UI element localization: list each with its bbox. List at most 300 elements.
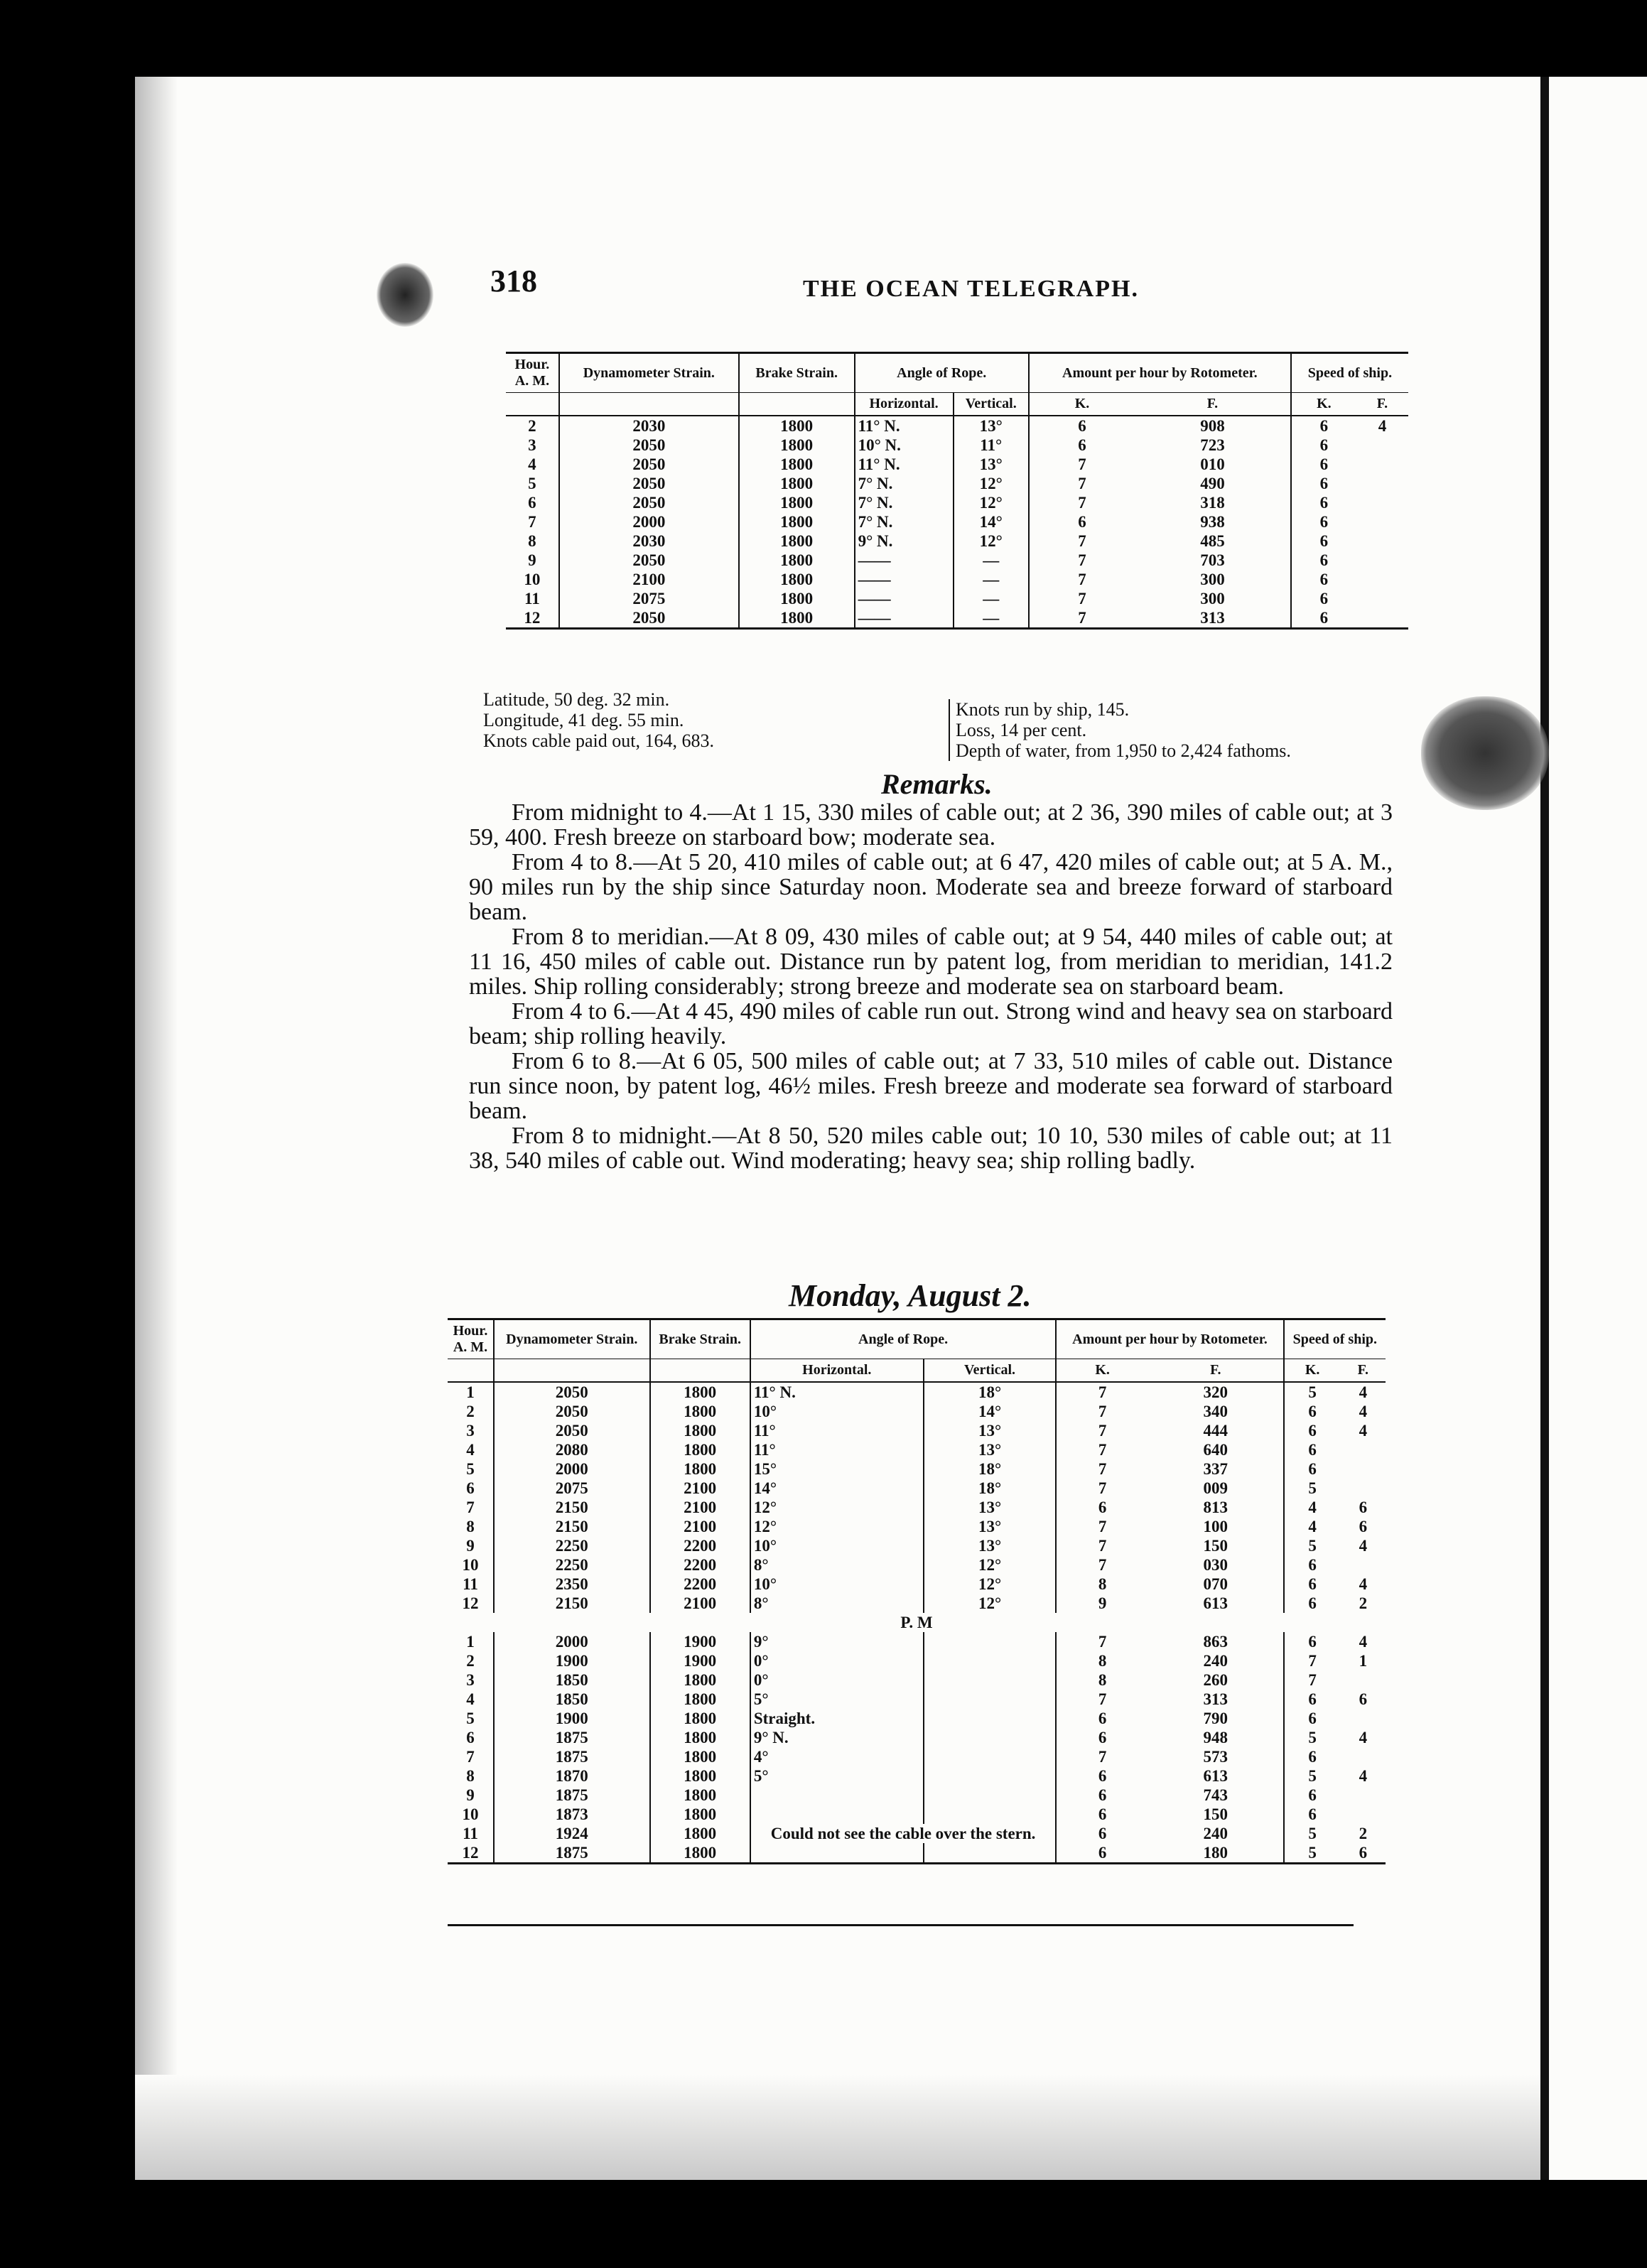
speed-f-cell: 4 [1378, 417, 1387, 435]
col-vertical: Vertical. [924, 1359, 1057, 1383]
table-row [506, 570, 1408, 589]
hour-cell: 6 [448, 1479, 494, 1498]
horizontal-cell: 10° [750, 1575, 924, 1594]
brake-cell: 2100 [650, 1498, 750, 1517]
col-brake: Brake Strain. [650, 1319, 750, 1359]
horizontal-cell: 11° [750, 1440, 924, 1459]
amount-f-cell: 313 [1135, 608, 1291, 629]
speed-f-cell [1341, 1747, 1386, 1766]
table-row [506, 436, 1408, 455]
col-hour: Hour. A. M. [448, 1319, 494, 1359]
speed-k-cell: 6 [1319, 551, 1329, 569]
vertical-cell [924, 1786, 1057, 1805]
table-row [448, 1786, 1386, 1805]
amount-f-cell: 070 [1148, 1575, 1284, 1594]
speed-k-cell: 6 [1319, 455, 1329, 473]
hour-cell: 11 [448, 1824, 494, 1843]
hour-cell: 6 [448, 1728, 494, 1747]
amount-f-cell: 703 [1135, 551, 1291, 570]
remarks-body [469, 800, 1393, 1173]
col-angle: Angle of Rope. [855, 353, 1029, 393]
hour-cell: 12 [448, 1843, 494, 1864]
speed-k-cell: 6 [1319, 475, 1329, 492]
speed-k-cell: 5 [1308, 1825, 1317, 1842]
speed-k-cell: 5 [1308, 1537, 1317, 1555]
speed-f-cell [1341, 1805, 1386, 1824]
brake-cell: 2100 [650, 1594, 750, 1613]
vertical-cell [924, 1670, 1057, 1690]
knots-run: Knots run by ship, 145. [956, 699, 1130, 720]
brake-cell: 2100 [650, 1517, 750, 1536]
brake-cell: 1800 [650, 1747, 750, 1766]
remark-paragraph: From 4 to 8.—At 5 20, 410 miles of cable out; at 6 47, 420 miles of cable out; at 5 A. M., 90 miles run by the ship since Saturday noon. Moderate sea and breeze forward of starboard beam. [469, 849, 1393, 925]
speed-k-cell: 7 [1308, 1652, 1317, 1670]
speed-f-cell: 6 [1359, 1498, 1368, 1516]
amount-f-cell: 938 [1135, 512, 1291, 531]
amount-k-cell: 6 [1056, 1843, 1148, 1864]
brake-cell: 2100 [650, 1479, 750, 1498]
amount-f-cell: 260 [1148, 1670, 1284, 1690]
hour-cell: 11 [506, 589, 559, 608]
amount-f-cell: 485 [1135, 531, 1291, 551]
amount-k-cell: 6 [1098, 1825, 1107, 1842]
vertical-cell: 14° [954, 512, 1029, 531]
vertical-cell: 11° [954, 436, 1029, 455]
vertical-cell [924, 1843, 1057, 1864]
col-speed-f: F. [1356, 393, 1408, 416]
hour-cell: 1 [448, 1632, 494, 1651]
speed-f-cell [1356, 493, 1408, 512]
brake-cell: 1800 [739, 531, 855, 551]
amount-f-cell: 009 [1148, 1479, 1284, 1498]
speed-k-cell: 6 [1308, 1556, 1317, 1574]
amount-k-cell: 7 [1098, 1537, 1107, 1555]
col-horizontal: Horizontal. [750, 1359, 924, 1383]
speed-f-cell: 4 [1359, 1537, 1368, 1555]
speed-k-cell: 6 [1308, 1594, 1317, 1612]
horizontal-cell: 8° [750, 1555, 924, 1575]
speed-f-cell [1356, 474, 1408, 493]
hour-cell: 8 [506, 531, 559, 551]
amount-k-cell: 6 [1098, 1729, 1107, 1746]
brake-cell: 1800 [650, 1459, 750, 1479]
dynamometer-cell: 2000 [494, 1459, 650, 1479]
horizontal-cell [750, 1843, 924, 1864]
hour-cell: 2 [506, 416, 559, 436]
speed-f-cell [1356, 531, 1408, 551]
bottom-rule [448, 1924, 1354, 1926]
vertical-cell [924, 1651, 1057, 1670]
col-amount-f: F. [1148, 1359, 1284, 1383]
hour-cell: 7 [506, 512, 559, 531]
amount-k-cell: 6 [1098, 1805, 1107, 1823]
amount-k-cell: 7 [1098, 1690, 1107, 1708]
table-row [448, 1843, 1386, 1864]
amount-f-cell: 948 [1148, 1728, 1284, 1747]
page-gutter-shadow [135, 77, 178, 2180]
dynamometer-cell: 1900 [494, 1651, 650, 1670]
amount-f-cell: 444 [1148, 1421, 1284, 1440]
amount-f-cell: 150 [1148, 1805, 1284, 1824]
horizontal-cell: 7° N. [855, 474, 954, 493]
hour-cell: 12 [448, 1594, 494, 1613]
vertical-cell [924, 1632, 1057, 1651]
speed-f-cell [1341, 1459, 1386, 1479]
speed-f-cell: 2 [1359, 1825, 1368, 1842]
latitude: Latitude, 50 deg. 32 min. [483, 689, 670, 710]
dynamometer-cell: 2100 [559, 570, 739, 589]
vertical-cell: 12° [954, 474, 1029, 493]
hour-cell: 7 [448, 1747, 494, 1766]
col-speed: Speed of ship. [1284, 1319, 1386, 1359]
speed-f-cell: 6 [1359, 1690, 1368, 1708]
brake-cell: 1800 [650, 1402, 750, 1421]
horizontal-cell: 0° [750, 1651, 924, 1670]
table-row [448, 1440, 1386, 1459]
horizontal-cell: 10° [750, 1536, 924, 1555]
amount-k-cell: 7 [1098, 1403, 1107, 1420]
col-dynamometer: Dynamometer Strain. [559, 353, 739, 393]
log-table-2 [448, 1318, 1386, 1864]
dynamometer-cell: 1900 [494, 1709, 650, 1728]
brake-cell: 2200 [650, 1555, 750, 1575]
speed-k-cell: 5 [1308, 1383, 1317, 1401]
brake-cell: 1800 [739, 570, 855, 589]
speed-k-cell: 6 [1308, 1403, 1317, 1420]
speed-f-cell: 4 [1359, 1729, 1368, 1746]
remark-paragraph: From 4 to 6.—At 4 45, 490 miles of cable run out. Strong wind and heavy sea on starboard beam; ship rolling heavily. [469, 998, 1393, 1049]
vertical-cell: — [954, 570, 1029, 589]
page-bottom-shadow [135, 2075, 1549, 2180]
hour-cell: 5 [448, 1709, 494, 1728]
horizontal-cell: 12° [750, 1498, 924, 1517]
speed-f-cell: 6 [1359, 1518, 1368, 1535]
horizontal-cell: 10° [750, 1402, 924, 1421]
dynamometer-cell: 1873 [494, 1805, 650, 1824]
amount-f-cell: 790 [1148, 1709, 1284, 1728]
speed-f-cell: 6 [1341, 1843, 1386, 1864]
table-row [506, 589, 1408, 608]
vertical-cell: 12° [924, 1594, 1057, 1613]
horizontal-cell: —— [855, 570, 954, 589]
brake-cell: 1800 [739, 589, 855, 608]
col-speed-f: F. [1341, 1359, 1386, 1383]
brake-cell: 1800 [650, 1766, 750, 1786]
amount-f-cell: 573 [1148, 1747, 1284, 1766]
table-row [448, 1479, 1386, 1498]
speed-f-cell: 4 [1359, 1575, 1368, 1593]
dynamometer-cell: 2050 [494, 1402, 650, 1421]
amount-f-cell: 318 [1135, 493, 1291, 512]
table-row [506, 474, 1408, 493]
speed-f-cell [1356, 455, 1408, 474]
col-amount: Amount per hour by Rotometer. [1056, 1319, 1283, 1359]
ink-blot [377, 263, 433, 327]
dynamometer-cell: 2250 [494, 1536, 650, 1555]
vertical-cell: — [954, 589, 1029, 608]
cable-paid-out: Knots cable paid out, 164, 683. [483, 730, 714, 751]
amount-f-cell: 180 [1148, 1843, 1284, 1864]
hour-cell: 10 [506, 570, 559, 589]
cable-note: Could not see the cable over the stern. [750, 1824, 1057, 1843]
dynamometer-cell: 1850 [494, 1670, 650, 1690]
hour-cell: 6 [506, 493, 559, 512]
amount-k-cell: 7 [1098, 1441, 1107, 1459]
table-row [448, 1382, 1386, 1402]
col-brake: Brake Strain. [739, 353, 855, 393]
vertical-cell [924, 1805, 1057, 1824]
amount-f-cell: 723 [1135, 436, 1291, 455]
amount-k-cell: 7 [1098, 1479, 1107, 1497]
amount-k-cell: 7 [1098, 1748, 1107, 1766]
amount-f-cell: 150 [1148, 1536, 1284, 1555]
speed-f-cell [1356, 589, 1408, 608]
amount-f-cell: 300 [1135, 570, 1291, 589]
amount-k-cell: 7 [1078, 475, 1086, 492]
dynamometer-cell: 1875 [494, 1843, 650, 1864]
dynamometer-cell: 1875 [494, 1747, 650, 1766]
amount-k-cell: 9 [1098, 1594, 1107, 1612]
table-row [506, 512, 1408, 531]
speed-f-cell: 4 [1359, 1767, 1368, 1785]
horizontal-cell: 11° N. [855, 416, 954, 436]
speed-f-cell [1341, 1670, 1386, 1690]
amount-k-cell: 7 [1078, 571, 1086, 588]
brake-cell: 1800 [650, 1786, 750, 1805]
dynamometer-cell: 2030 [559, 416, 739, 436]
speed-f-cell: 1 [1359, 1652, 1368, 1670]
dynamometer-cell: 2050 [494, 1382, 650, 1402]
speed-f-cell: 4 [1359, 1403, 1368, 1420]
hour-cell: 5 [506, 474, 559, 493]
amount-f-cell: 743 [1148, 1786, 1284, 1805]
speed-k-cell: 6 [1291, 608, 1356, 629]
horizontal-cell: 0° [750, 1670, 924, 1690]
speed-k-cell: 6 [1308, 1690, 1317, 1708]
brake-cell: 1800 [650, 1421, 750, 1440]
vertical-cell: 18° [924, 1479, 1057, 1498]
horizontal-cell: 9° N. [855, 531, 954, 551]
day-heading: Monday, August 2. [789, 1278, 1032, 1313]
hour-cell: 8 [448, 1766, 494, 1786]
horizontal-cell [750, 1805, 924, 1824]
speed-k-cell: 4 [1308, 1498, 1317, 1516]
horizontal-cell: 8° [750, 1594, 924, 1613]
amount-k-cell: 7 [1098, 1460, 1107, 1478]
vertical-cell: 13° [924, 1440, 1057, 1459]
table-row [506, 531, 1408, 551]
horizontal-cell: 12° [750, 1517, 924, 1536]
table-row [448, 1728, 1386, 1747]
hour-cell: 10 [448, 1805, 494, 1824]
speed-k-cell: 6 [1319, 417, 1329, 435]
brake-cell: 1800 [739, 608, 855, 629]
vertical-cell: — [954, 608, 1029, 629]
vertical-cell: 14° [924, 1402, 1057, 1421]
hour-cell: 9 [448, 1786, 494, 1805]
table-row [448, 1575, 1386, 1594]
speed-k-cell: 6 [1308, 1786, 1317, 1804]
amount-k-cell: 7 [1098, 1422, 1107, 1440]
remark-paragraph: From 6 to 8.—At 6 05, 500 miles of cable out; at 7 33, 510 miles of cable out. Distance run since noon, by patent log, 46½ miles. Fresh breeze and moderate sea forward of starboard beam. [469, 1048, 1393, 1124]
brake-cell: 1800 [650, 1805, 750, 1824]
amount-k-cell: 7 [1098, 1383, 1107, 1401]
amount-f-cell: 863 [1148, 1632, 1284, 1651]
amount-f-cell: 640 [1148, 1440, 1284, 1459]
amount-k-cell: 6 [1078, 436, 1086, 454]
brake-cell: 1800 [739, 455, 855, 474]
amount-k-cell: 7 [1029, 608, 1135, 629]
dynamometer-cell: 2050 [494, 1421, 650, 1440]
hour-cell: 4 [448, 1690, 494, 1709]
speed-k-cell: 6 [1308, 1710, 1317, 1727]
amount-f-cell: 240 [1148, 1824, 1284, 1843]
speed-f-cell [1341, 1479, 1386, 1498]
brake-cell: 1800 [650, 1728, 750, 1747]
amount-f-cell: 010 [1135, 455, 1291, 474]
speed-f-cell: 4 [1359, 1383, 1368, 1401]
table-row [448, 1536, 1386, 1555]
table-row [448, 1555, 1386, 1575]
speed-k-cell: 5 [1308, 1767, 1317, 1785]
vertical-cell: 18° [924, 1459, 1057, 1479]
speed-k-cell: 6 [1319, 494, 1329, 512]
ink-blot [1421, 696, 1549, 810]
loss: Loss, 14 per cent. [956, 720, 1087, 740]
table-row [448, 1690, 1386, 1709]
vertical-cell: 13° [954, 416, 1029, 436]
horizontal-cell: 4° [750, 1747, 924, 1766]
dynamometer-cell: 2150 [494, 1517, 650, 1536]
horizontal-cell: 11° [750, 1421, 924, 1440]
amount-f-cell: 337 [1148, 1459, 1284, 1479]
amount-k-cell: 6 [1078, 417, 1086, 435]
remark-paragraph: From midnight to 4.—At 1 15, 330 miles of cable out; at 2 36, 390 miles of cable out; at 3 59, 400. Fresh breeze on starboard bow; moderate sea. [469, 799, 1393, 850]
horizontal-cell [750, 1786, 924, 1805]
dynamometer-cell: 2000 [494, 1632, 650, 1651]
table-row [448, 1517, 1386, 1536]
brake-cell: 1800 [650, 1824, 750, 1843]
hour-cell: 8 [448, 1517, 494, 1536]
dynamometer-cell: 2050 [559, 493, 739, 512]
dynamometer-cell: 2150 [494, 1594, 650, 1613]
horizontal-cell: 5° [750, 1766, 924, 1786]
amount-f-cell: 240 [1148, 1651, 1284, 1670]
dynamometer-cell: 2030 [559, 531, 739, 551]
speed-k-cell: 6 [1308, 1748, 1317, 1766]
amount-f-cell: 340 [1148, 1402, 1284, 1421]
speed-k-cell: 6 [1319, 532, 1329, 550]
vertical-cell: 13° [954, 455, 1029, 474]
dynamometer-cell: 2050 [559, 474, 739, 493]
amount-f-cell: 813 [1148, 1498, 1284, 1517]
horizontal-cell: 10° N. [855, 436, 954, 455]
speed-f-cell [1341, 1440, 1386, 1459]
amount-f-cell: 613 [1148, 1594, 1284, 1613]
speed-f-cell: 4 [1359, 1633, 1368, 1651]
col-speed: Speed of ship. [1291, 353, 1408, 393]
remarks-heading: Remarks. [881, 768, 993, 800]
amount-k-cell: 7 [1078, 532, 1086, 550]
horizontal-cell: 7° N. [855, 512, 954, 531]
speed-f-cell [1356, 570, 1408, 589]
dynamometer-cell: 2080 [494, 1440, 650, 1459]
hour-cell: 9 [448, 1536, 494, 1555]
horizontal-cell: —— [855, 551, 954, 570]
running-head [490, 263, 1428, 313]
amount-k-cell: 7 [1098, 1518, 1107, 1535]
dynamometer-cell: 2000 [559, 512, 739, 531]
hour-cell: 4 [506, 455, 559, 474]
col-amount-k: K. [1029, 393, 1135, 416]
table-row [506, 493, 1408, 512]
dynamometer-cell: 2050 [559, 551, 739, 570]
remark-paragraph: From 8 to meridian.—At 8 09, 430 miles of cable out; at 9 54, 440 miles of cable out; at 11 16, 450 miles of cable out. Distance run by patent log, from meridian to meridian, 141.2 miles. Ship rolling considerably; strong breeze and moderate sea on starboard beam. [469, 924, 1393, 1000]
amount-k-cell: 6 [1098, 1498, 1107, 1516]
vertical-cell: 12° [924, 1575, 1057, 1594]
amount-f-cell: 490 [1135, 474, 1291, 493]
speed-f-cell [1356, 608, 1408, 629]
col-speed-k: K. [1284, 1359, 1341, 1383]
brake-cell: 1800 [650, 1440, 750, 1459]
hour-cell: 11 [448, 1575, 494, 1594]
brake-cell: 1800 [739, 493, 855, 512]
amount-f-cell: 100 [1148, 1517, 1284, 1536]
speed-f-cell [1341, 1786, 1386, 1805]
brake-cell: 1800 [739, 512, 855, 531]
vertical-cell: 13° [924, 1536, 1057, 1555]
col-vertical: Vertical. [954, 393, 1029, 416]
speed-k-cell: 6 [1308, 1422, 1317, 1440]
col-amount-f: F. [1135, 393, 1291, 416]
facing-page [1549, 77, 1647, 2180]
brake-cell: 1800 [650, 1690, 750, 1709]
pm-label: P. M [900, 1614, 933, 1631]
vertical-cell [924, 1747, 1057, 1766]
table-row [448, 1709, 1386, 1728]
table-row [506, 416, 1408, 436]
speed-k-cell: 5 [1308, 1479, 1317, 1497]
speed-f-cell [1341, 1709, 1386, 1728]
vertical-cell: 12° [924, 1555, 1057, 1575]
col-angle: Angle of Rope. [750, 1319, 1057, 1359]
amount-k-cell: 8 [1098, 1652, 1107, 1670]
speed-f-cell [1356, 436, 1408, 455]
vertical-cell: 12° [954, 531, 1029, 551]
amount-k-cell: 7 [1078, 551, 1086, 569]
col-hour: Hour. A. M. [506, 353, 559, 393]
amount-k-cell: 8 [1098, 1671, 1107, 1689]
vertical-cell [924, 1709, 1057, 1728]
table-row [506, 551, 1408, 570]
table-row [448, 1594, 1386, 1613]
hour-cell: 2 [448, 1651, 494, 1670]
brake-cell: 2200 [650, 1575, 750, 1594]
table-row [448, 1766, 1386, 1786]
table-row [448, 1670, 1386, 1690]
dynamometer-cell: 1850 [494, 1690, 650, 1709]
speed-f-cell [1356, 551, 1408, 570]
dynamometer-cell: 2350 [494, 1575, 650, 1594]
vertical-cell: 13° [924, 1421, 1057, 1440]
brake-cell: 1800 [739, 551, 855, 570]
longitude: Longitude, 41 deg. 55 min. [483, 710, 684, 730]
speed-k-cell: 6 [1319, 513, 1329, 531]
dynamometer-cell: 1875 [494, 1786, 650, 1805]
brake-cell: 1800 [739, 416, 855, 436]
dynamometer-cell: 1870 [494, 1766, 650, 1786]
speed-k-cell: 6 [1319, 590, 1329, 608]
